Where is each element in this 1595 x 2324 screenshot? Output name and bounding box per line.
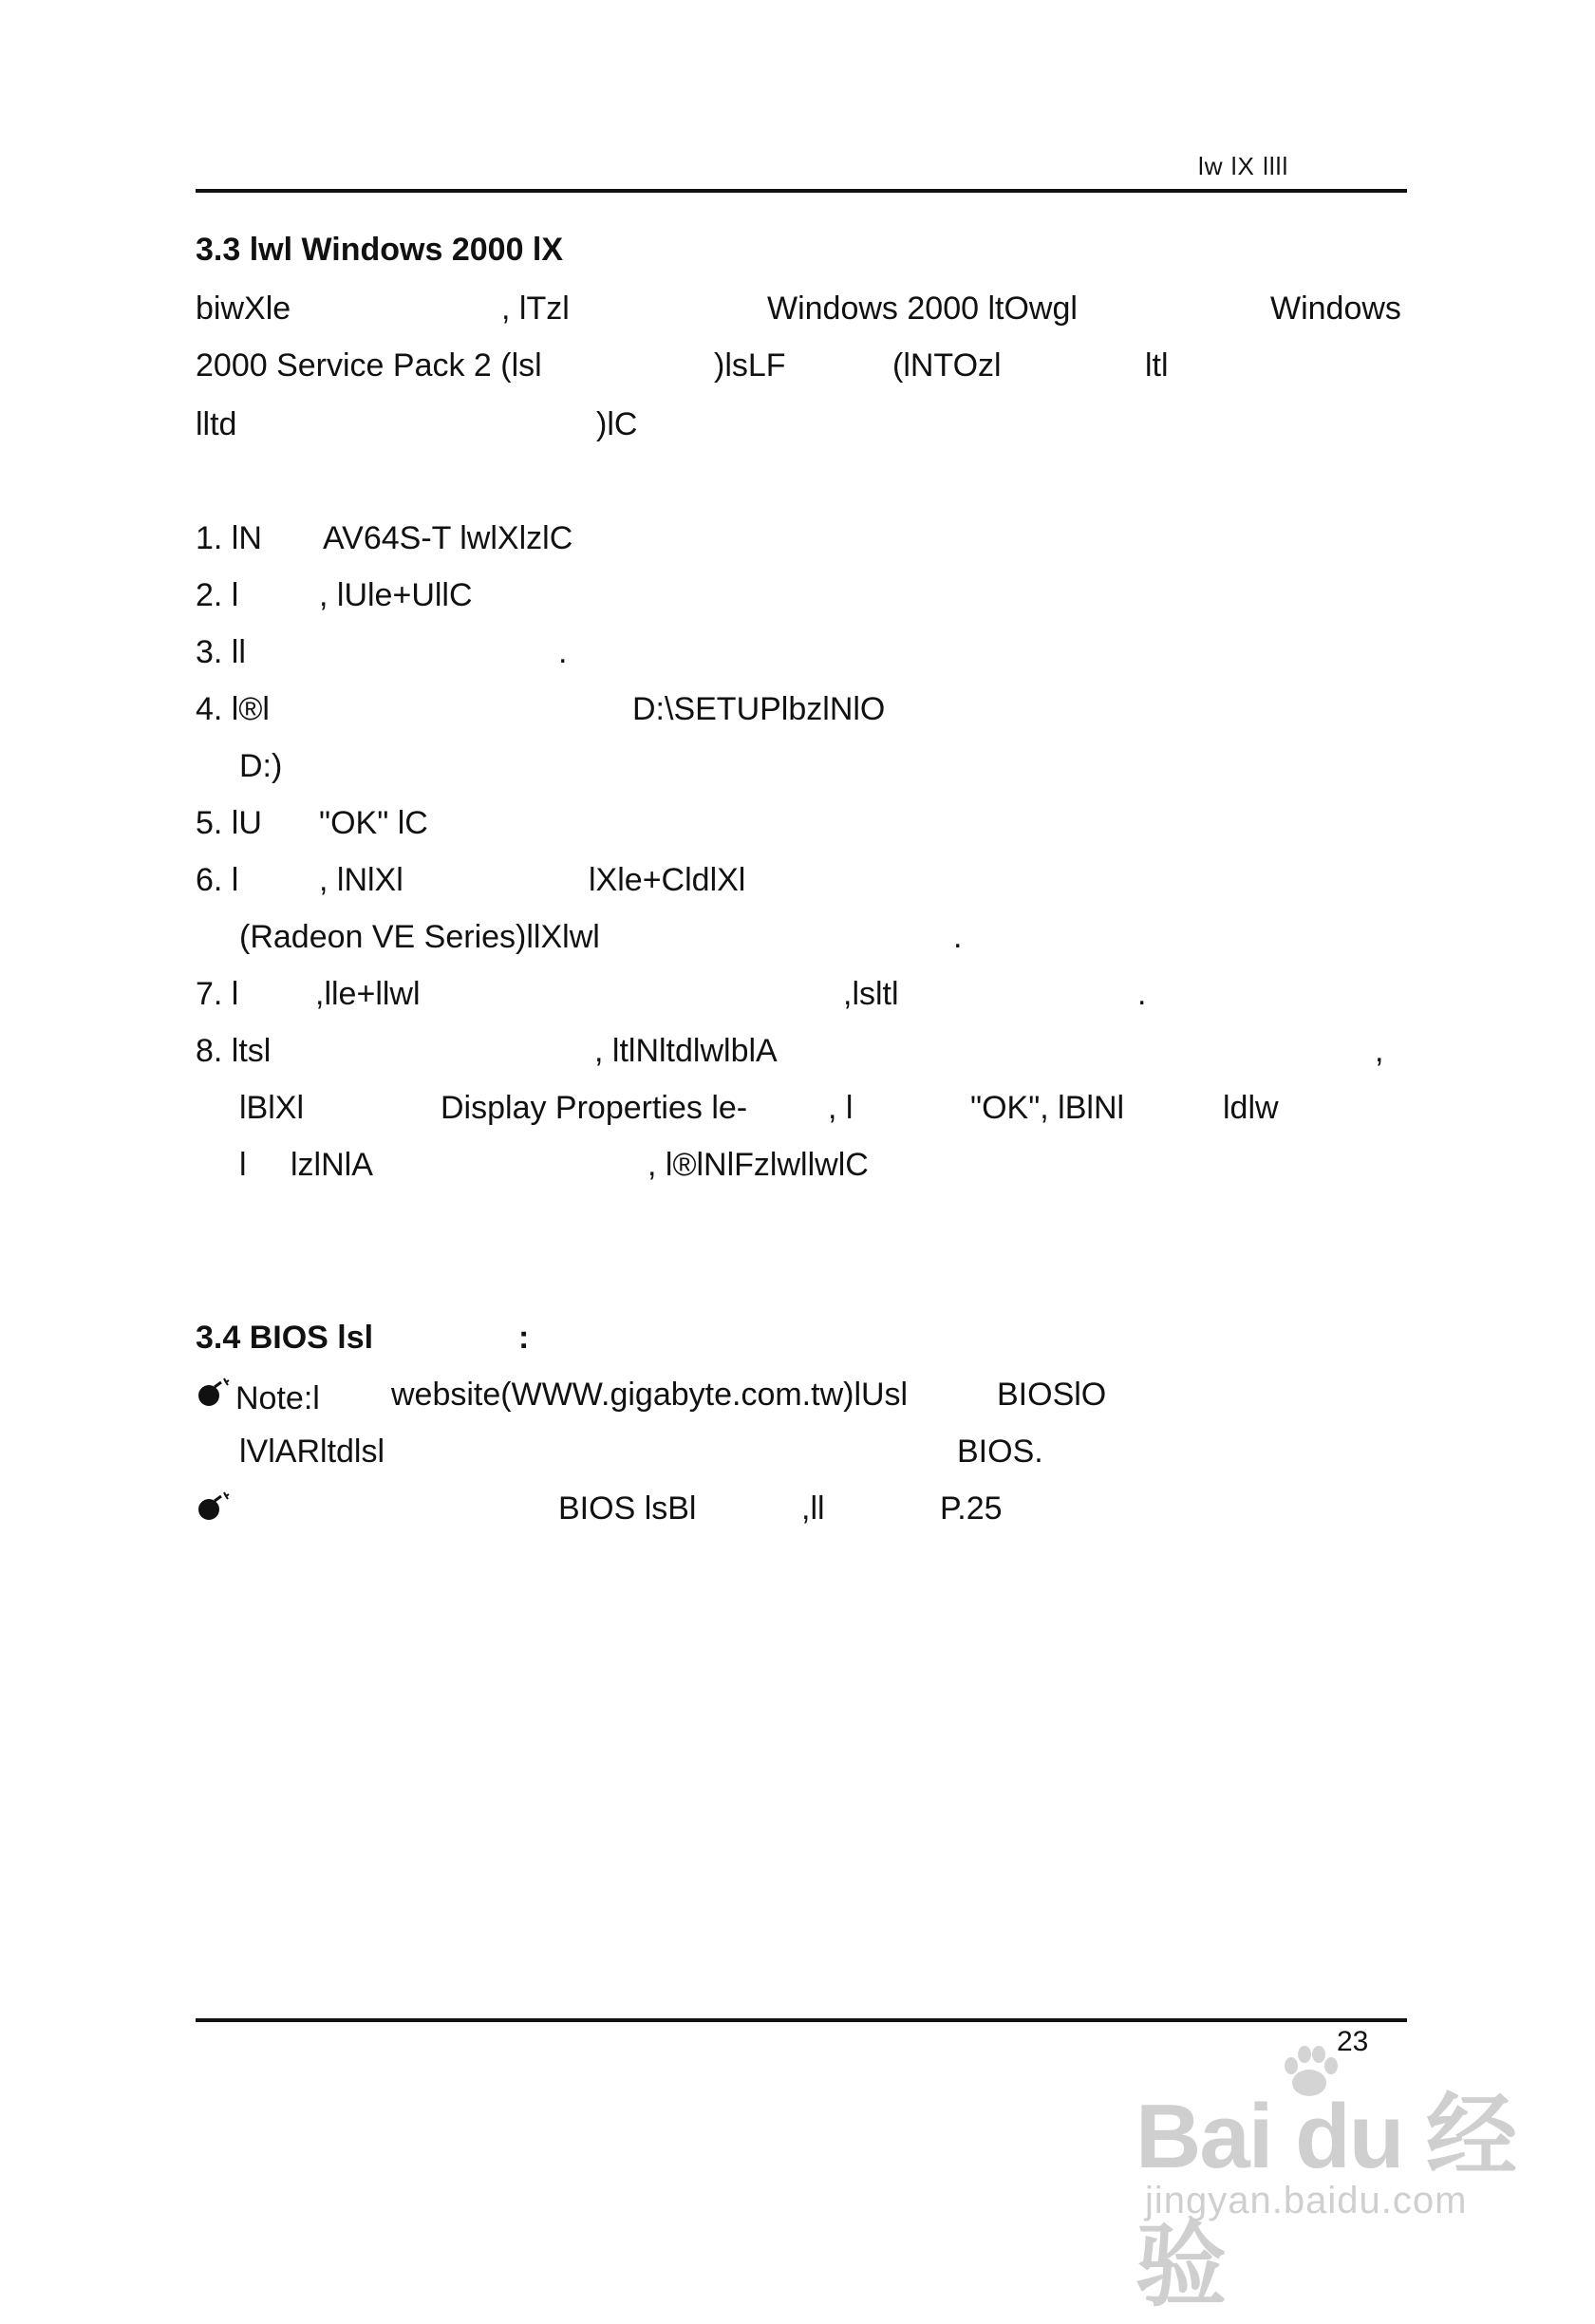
step-4-text: D:\SETUPlbzlNlO: [632, 691, 886, 727]
note-1-label: Note:l: [235, 1380, 320, 1416]
paragraph-text: lltd: [196, 406, 237, 442]
step-6-continuation: (Radeon VE Series)llXlwl: [239, 919, 600, 955]
step-3: 3. ll: [196, 634, 246, 670]
step-8-text: ,: [1375, 1033, 1384, 1069]
step-1: 1. lN: [196, 520, 262, 556]
step-8-continuation: , l®lNlFzlwllwlC: [647, 1147, 869, 1183]
bomb-icon: [196, 1490, 235, 1531]
footer-rule: [196, 2018, 1407, 2022]
section-3-4-heading: 3.4 BIOS lsl: [196, 1320, 374, 1356]
step-6-text: lXle+CldlXl: [589, 862, 746, 898]
paragraph-text: )lsLF: [714, 347, 786, 384]
note-2: [196, 1490, 235, 1531]
paragraph-text: 2000 Service Pack 2 (lsl: [196, 347, 542, 384]
note-1-text: website(WWW.gigabyte.com.tw)lUsl: [391, 1377, 909, 1413]
step-8: 8. ltsl: [196, 1033, 272, 1069]
step-1-text: AV64S-T lwlXlzlC: [323, 520, 573, 556]
step-7-text: ,lsltl: [843, 976, 899, 1012]
paragraph-text: ltl: [1145, 347, 1169, 384]
section-3-3-heading: 3.3 lwl Windows 2000 lX: [196, 232, 564, 268]
page-number: 23: [1337, 2026, 1369, 2057]
step-8-continuation: l: [239, 1147, 247, 1183]
step-7-text: .: [1137, 976, 1147, 1012]
step-6-text: , lNlXl: [319, 862, 403, 898]
bomb-icon: [196, 1377, 235, 1417]
header-rule: [196, 189, 1407, 193]
step-4: 4. l®l: [196, 691, 270, 727]
step-7-text: ,lle+llwl: [315, 976, 421, 1012]
paragraph-text: biwXle: [196, 290, 291, 327]
step-8-text: , ltlNltdlwlblA: [594, 1033, 778, 1069]
step-8-continuation: , l: [828, 1090, 854, 1126]
step-2-text: , lUle+UllC: [319, 577, 473, 613]
note-2-text: ,ll: [801, 1490, 825, 1527]
paragraph-text: (lNTOzl: [892, 347, 1002, 384]
step-2: 2. l: [196, 577, 239, 613]
baidu-watermark: [1135, 2064, 1516, 2317]
paragraph-text: Windows: [1270, 290, 1401, 327]
running-header: lw lX llll: [1198, 152, 1289, 180]
paragraph-text: )lC: [596, 406, 638, 442]
step-8-continuation: ldlw: [1223, 1090, 1279, 1126]
note-1-continuation: BIOS.: [957, 1434, 1043, 1470]
paragraph-text: Windows 2000 ltOwgl: [767, 290, 1078, 327]
step-8-continuation: "OK", lBlNl: [970, 1090, 1125, 1126]
step-5-text: "OK" lC: [319, 805, 428, 841]
note-1-continuation: lVlARltdlsl: [239, 1434, 385, 1470]
step-5: 5. lU: [196, 805, 262, 841]
note-1: [196, 1377, 320, 1417]
section-3-4-colon: :: [518, 1320, 530, 1356]
watermark-main: Bai du 经验: [1135, 2086, 1516, 2317]
note-1-text: BIOSlO: [997, 1377, 1107, 1413]
step-6: 6. l: [196, 862, 239, 898]
step-4-continuation: D:): [239, 748, 283, 784]
paragraph-text: , lTzl: [501, 290, 570, 327]
step-8-continuation: lzlNlA: [291, 1147, 373, 1183]
step-7: 7. l: [196, 976, 239, 1012]
step-8-continuation: lBlXl: [239, 1090, 305, 1126]
step-3-text: .: [558, 634, 568, 670]
note-2-text: BIOS lsBl: [558, 1490, 697, 1527]
note-2-text: P.25: [940, 1490, 1003, 1527]
step-8-continuation: Display Properties le-: [441, 1090, 748, 1126]
step-6-continuation: .: [953, 919, 963, 955]
watermark-sub: jingyan.baidu.com: [1145, 2180, 1468, 2221]
